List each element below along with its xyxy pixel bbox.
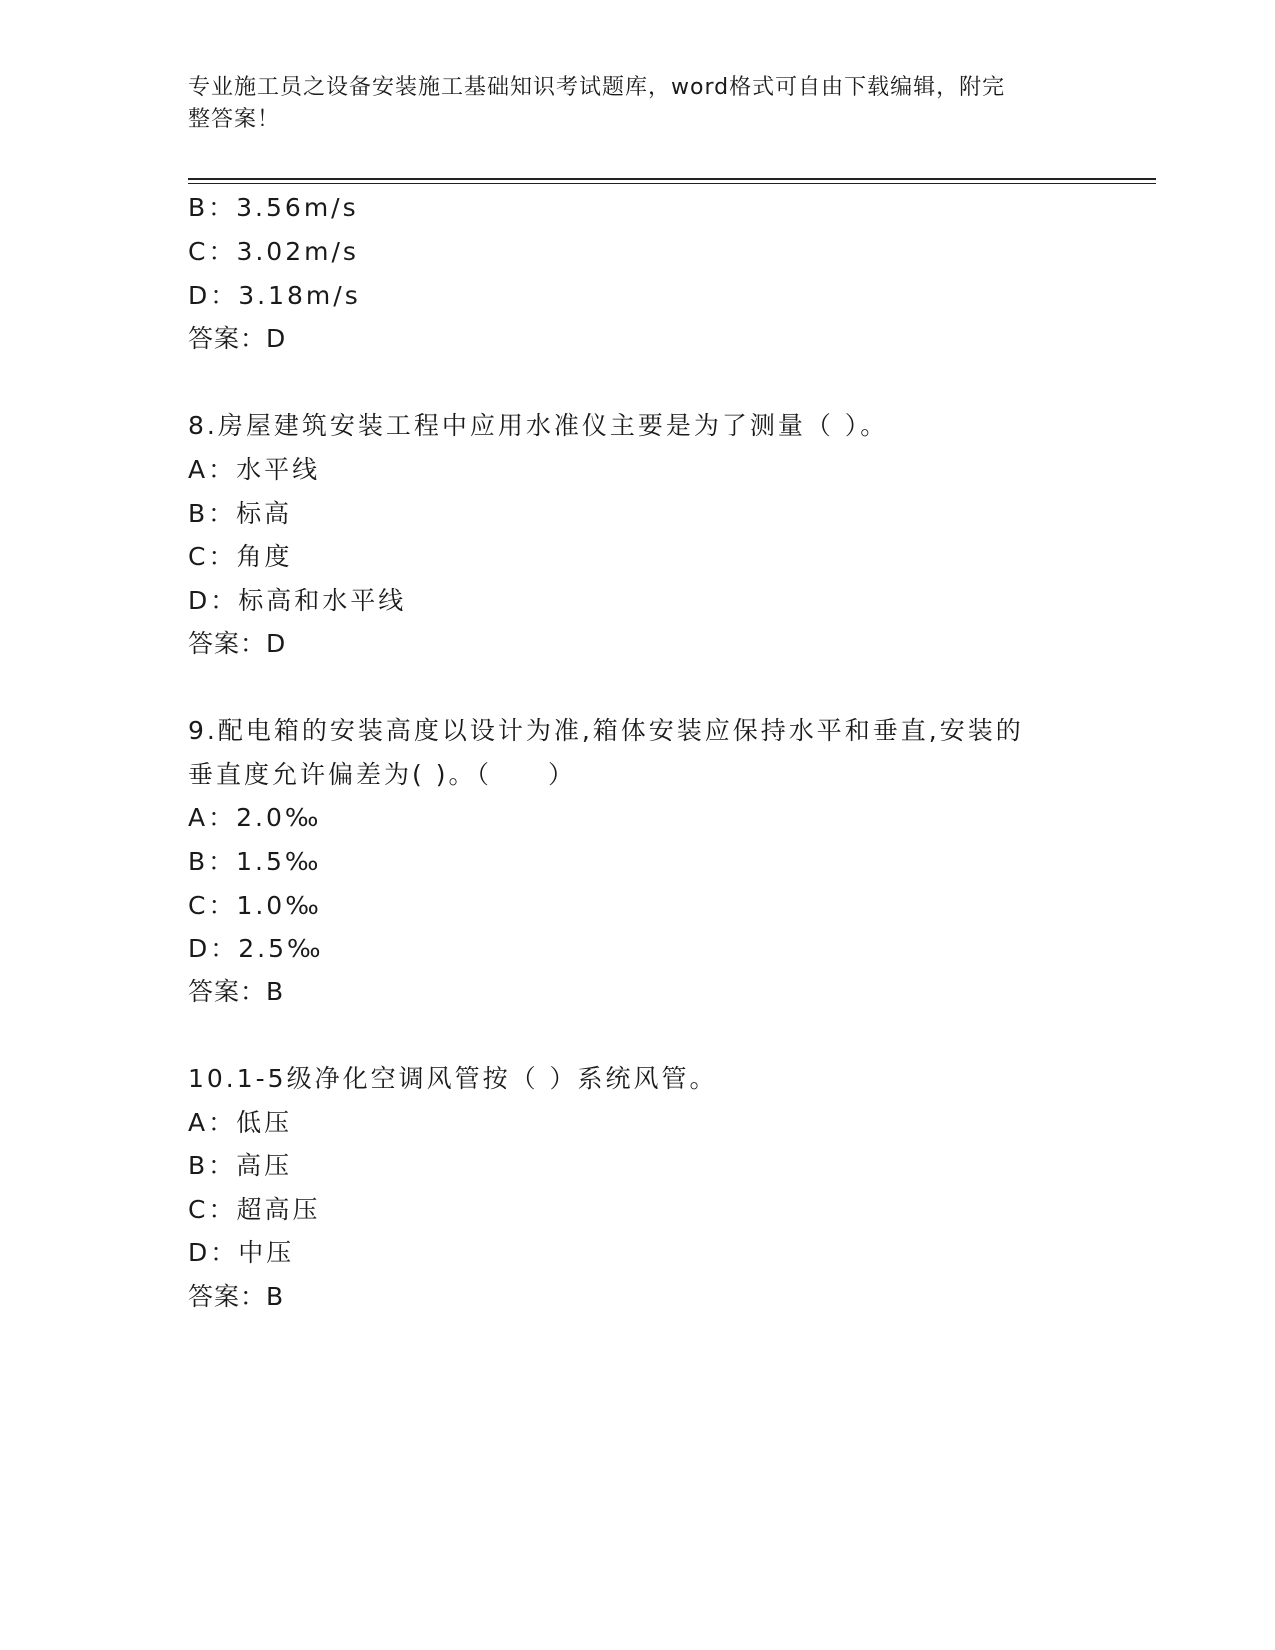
- q8-option-c: C：角度: [188, 542, 293, 571]
- header-divider-thick: [188, 178, 1156, 180]
- prev-option-c: C：3.02m/s: [188, 237, 359, 266]
- q10-option-b: B：高压: [188, 1151, 293, 1180]
- prev-option-b: B：3.56m/s: [188, 193, 359, 222]
- header-divider-thin: [188, 183, 1156, 184]
- q8-question: 8.房屋建筑安装工程中应用水准仪主要是为了测量（ ）。: [188, 411, 889, 440]
- q9-question-line-2: 垂直度允许偏差为( )。（ ）: [188, 760, 576, 789]
- document-header: [188, 72, 1068, 136]
- header-line-1: 专业施工员之设备安装施工基础知识考试题库，word格式可自由下载编辑，附完: [188, 75, 1006, 100]
- q10-option-a: A：低压: [188, 1108, 293, 1137]
- q8-option-d: D：标高和水平线: [188, 586, 407, 615]
- prev-option-d: D：3.18m/s: [188, 281, 361, 310]
- q8-option-a: A：水平线: [188, 455, 321, 484]
- q10-question: 10.1-5级净化空调风管按（ ）系统风管。: [188, 1064, 718, 1093]
- q8-answer: 答案：D: [188, 629, 287, 658]
- q9-option-b: B：1.5‰: [188, 847, 322, 876]
- q10-option-d: D：中压: [188, 1238, 295, 1267]
- prev-answer: 答案：D: [188, 324, 287, 353]
- q9-option-c: C：1.0‰: [188, 891, 322, 920]
- q9-option-a: A：2.0‰: [188, 803, 322, 832]
- header-line-2: 整答案！: [188, 107, 281, 132]
- q9-question-line-1: 9.配电箱的安装高度以设计为准,箱体安装应保持水平和垂直,安装的: [188, 716, 1024, 745]
- q10-option-c: C：超高压: [188, 1195, 321, 1224]
- q8-option-b: B：标高: [188, 499, 293, 528]
- q9-answer: 答案：B: [188, 977, 285, 1006]
- q9-option-d: D：2.5‰: [188, 934, 324, 963]
- q10-answer: 答案：B: [188, 1282, 285, 1311]
